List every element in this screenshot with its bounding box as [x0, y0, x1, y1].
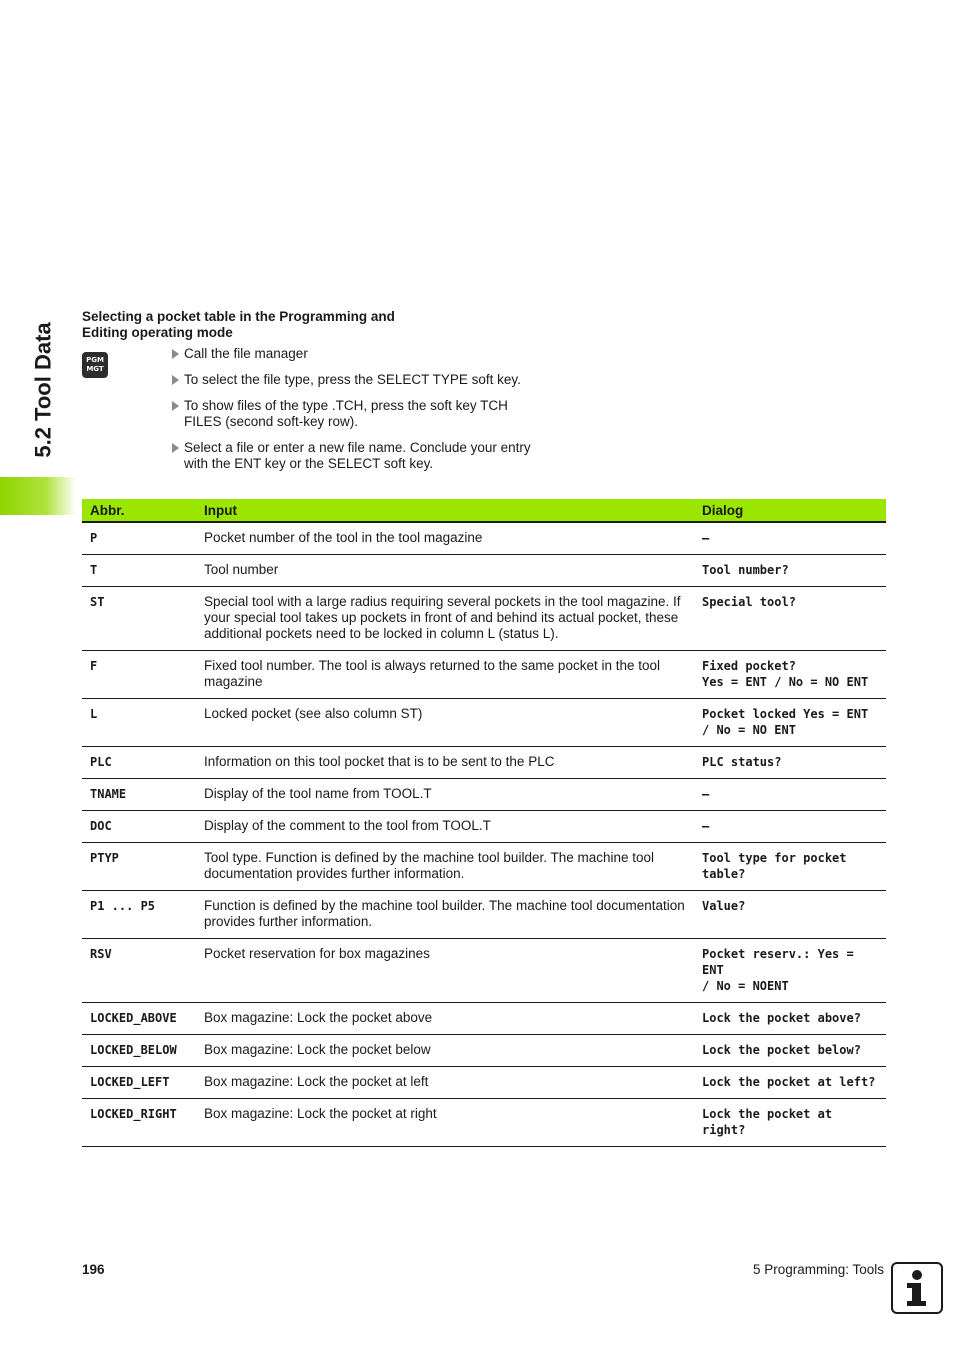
cell-input: Fixed tool number. The tool is always returned to the same pocket in the tool magazine: [196, 651, 694, 699]
cell-input: Display of the comment to the tool from TOOL.T: [196, 811, 694, 843]
step-text: Select a file or enter a new file name. Conclude your entry with the ENT key or the SELECT soft key.: [184, 440, 531, 471]
table-header-row: [82, 499, 886, 522]
dialog-line: table?: [702, 867, 746, 881]
cell-input: Tool type. Function is defined by the machine tool builder. The machine tool documentation provides further information.: [196, 843, 694, 891]
cell-dialog: [694, 779, 886, 811]
cell-input: Box magazine: Lock the pocket at left: [196, 1067, 694, 1099]
cell-input: Locked pocket (see also column ST): [196, 699, 694, 747]
instruction-step: [172, 346, 532, 362]
cell-abbr: LOCKED_ABOVE: [82, 1003, 196, 1035]
info-icon: [891, 1262, 943, 1314]
table-row: [82, 939, 886, 1003]
dialog-line: Tool type for pocket: [702, 851, 847, 865]
table-row: [82, 811, 886, 843]
cell-abbr: T: [82, 555, 196, 587]
cell-input: Box magazine: Lock the pocket at right: [196, 1099, 694, 1147]
cell-dialog: [694, 1003, 886, 1035]
cell-abbr: ST: [82, 587, 196, 651]
table-row: [82, 587, 886, 651]
instruction-steps: [172, 346, 532, 482]
cell-dialog: [694, 811, 886, 843]
chapter-marker-bar: [0, 477, 76, 515]
cell-abbr: TNAME: [82, 779, 196, 811]
cell-abbr: PTYP: [82, 843, 196, 891]
dialog-line: Pocket locked Yes = ENT: [702, 707, 869, 721]
cell-abbr: L: [82, 699, 196, 747]
dialog-line: Pocket reserv.: Yes = ENT: [702, 947, 854, 977]
cell-input: Display of the tool name from TOOL.T: [196, 779, 694, 811]
cell-dialog: [694, 699, 886, 747]
dialog-line: Lock the pocket at left?: [702, 1075, 876, 1089]
table-row: [82, 891, 886, 939]
step-text: Call the file manager: [184, 346, 308, 361]
dialog-line: Value?: [702, 899, 746, 913]
cell-dialog: [694, 1035, 886, 1067]
arrow-bullet-icon: [172, 349, 179, 359]
table-row: [82, 522, 886, 555]
cell-abbr: LOCKED_LEFT: [82, 1067, 196, 1099]
cell-input: Special tool with a large radius requiring several pockets in the tool magazine. If your special tool takes up pockets in front of and behind its actual pocket, these additional pockets need to be locked in column L (status L).: [196, 587, 694, 651]
dialog-line: Fixed pocket?: [702, 659, 796, 673]
arrow-bullet-icon: [172, 401, 179, 411]
dialog-line: Lock the pocket below?: [702, 1043, 861, 1057]
instruction-step: [172, 440, 532, 472]
table-row: [82, 699, 886, 747]
cell-abbr: LOCKED_BELOW: [82, 1035, 196, 1067]
cell-input: Pocket reservation for box magazines: [196, 939, 694, 1003]
cell-dialog: [694, 522, 886, 555]
table-row: [82, 1035, 886, 1067]
info-glyph-icon: [893, 1264, 941, 1312]
dialog-line: –: [702, 819, 710, 833]
chapter-side-title: [24, 310, 64, 470]
cell-dialog: [694, 843, 886, 891]
table-row: [82, 1067, 886, 1099]
footer-chapter-title: 5 Programming: Tools: [752, 1262, 884, 1277]
dialog-line: Tool number?: [702, 563, 789, 577]
dialog-line: / No = NOENT: [702, 979, 789, 993]
dialog-line: PLC status?: [702, 755, 782, 769]
dialog-line: Yes = ENT / No = NO ENT: [702, 675, 869, 689]
cell-abbr: PLC: [82, 747, 196, 779]
arrow-bullet-icon: [172, 375, 179, 385]
cell-abbr: LOCKED_RIGHT: [82, 1099, 196, 1147]
cell-dialog: [694, 555, 886, 587]
section-heading-line-2: Editing operating mode: [82, 325, 233, 340]
cell-input: Box magazine: Lock the pocket below: [196, 1035, 694, 1067]
key-label-line-2: MGT: [86, 365, 104, 373]
header-abbr: Abbr.: [82, 499, 196, 522]
chapter-side-title-text: 5.2 Tool Data: [31, 322, 57, 458]
dialog-line: –: [702, 531, 710, 545]
header-input: Input: [196, 499, 694, 522]
step-text: To show files of the type .TCH, press the soft key TCH FILES (second soft-key row).: [184, 398, 508, 429]
cell-abbr: DOC: [82, 811, 196, 843]
cell-abbr: RSV: [82, 939, 196, 1003]
key-label-line-1: PGM: [86, 356, 104, 364]
table-row: [82, 1003, 886, 1035]
cell-abbr: F: [82, 651, 196, 699]
cell-input: Box magazine: Lock the pocket above: [196, 1003, 694, 1035]
table-row: [82, 555, 886, 587]
cell-input: Information on this tool pocket that is to be sent to the PLC: [196, 747, 694, 779]
cell-input: Pocket number of the tool in the tool magazine: [196, 522, 694, 555]
cell-input: Tool number: [196, 555, 694, 587]
instruction-step: [172, 372, 532, 388]
header-dialog: Dialog: [694, 499, 886, 522]
table-row: [82, 843, 886, 891]
dialog-line: Special tool?: [702, 595, 796, 609]
page-number: 196: [82, 1262, 105, 1277]
dialog-line: Lock the pocket at right?: [702, 1107, 833, 1137]
section-heading-line-1: Selecting a pocket table in the Programming and: [82, 309, 395, 324]
table-row: [82, 779, 886, 811]
dialog-line: Lock the pocket above?: [702, 1011, 861, 1025]
instruction-step: [172, 398, 532, 430]
table-row: [82, 651, 886, 699]
cell-abbr: P: [82, 522, 196, 555]
cell-dialog: [694, 587, 886, 651]
section-heading: [82, 309, 502, 341]
dialog-line: / No = NO ENT: [702, 723, 796, 737]
cell-dialog: [694, 1099, 886, 1147]
step-text: To select the file type, press the SELECT TYPE soft key.: [184, 372, 521, 387]
table-row: [82, 747, 886, 779]
cell-dialog: [694, 1067, 886, 1099]
arrow-bullet-icon: [172, 443, 179, 453]
table-row: [82, 1099, 886, 1147]
cell-abbr: P1 ... P5: [82, 891, 196, 939]
cell-input: Function is defined by the machine tool builder. The machine tool documentation provides further information.: [196, 891, 694, 939]
cell-dialog: [694, 747, 886, 779]
pocket-table-columns: [82, 499, 886, 1147]
pgm-mgt-key-icon: [82, 352, 108, 378]
cell-dialog: [694, 651, 886, 699]
cell-dialog: [694, 891, 886, 939]
cell-dialog: [694, 939, 886, 1003]
dialog-line: –: [702, 787, 710, 801]
